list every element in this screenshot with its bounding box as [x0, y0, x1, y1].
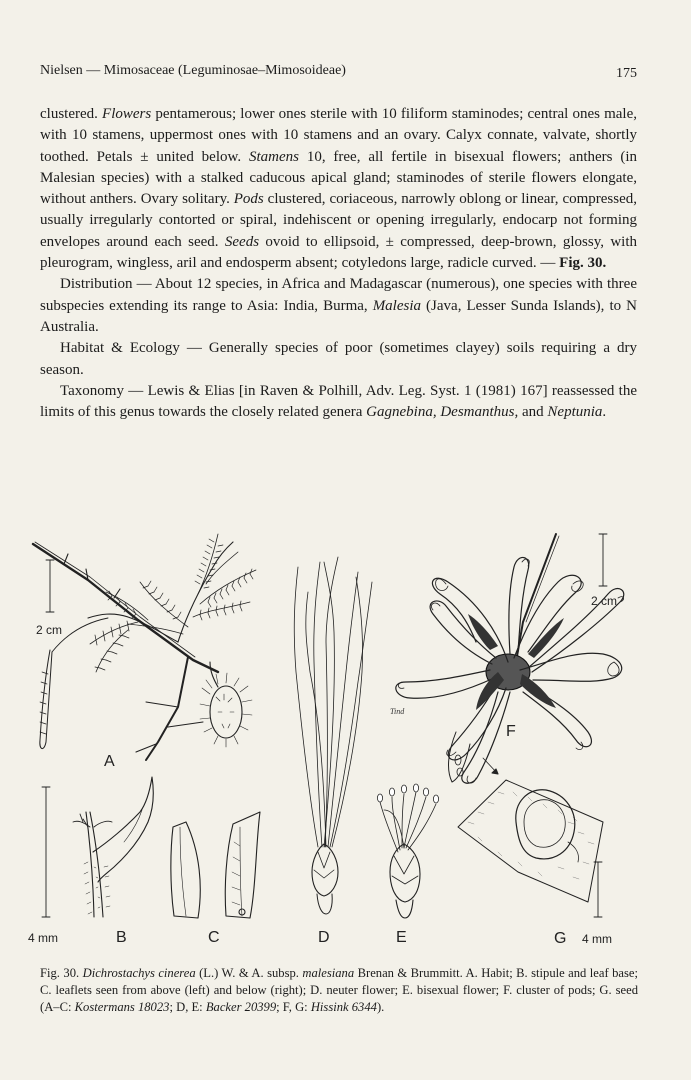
term-stamens: Stamens [248, 148, 299, 165]
taxonomy-paragraph [40, 381, 637, 424]
flower-head-bristles [200, 673, 252, 747]
genus-names: Gagnebina, Desmanthus, [366, 404, 519, 421]
illustrator-signature: Tind [390, 707, 405, 716]
caption-run: Fig. 30. [40, 966, 83, 980]
text-run: clustered, coriaceous, narrowly oblong or linear, compressed, usually irregularly contorted or spiral, indehiscent or opening irregularly, endocarp not forming envelopes around each seed. [40, 191, 638, 250]
label-b: B [116, 929, 127, 946]
leaflets-drawing [171, 812, 260, 946]
scale-label-f: 2 cm [591, 594, 618, 608]
caption-run: ; F, G: [276, 1000, 311, 1015]
habit-drawing [33, 534, 256, 770]
species-name: Dichrostachys cinerea [82, 966, 196, 980]
text-run: . [602, 404, 607, 421]
scale-label-b: 4 mm [28, 931, 58, 945]
text-run: clustered. [40, 106, 103, 122]
genus-name-neptunia: Neptunia [547, 404, 603, 421]
label-g: G [554, 930, 567, 947]
specimen-backer: Backer 20399 [205, 1000, 277, 1015]
label-a: A [104, 753, 115, 770]
botanical-illustration [28, 522, 642, 962]
text-run: (Java, Lesser Sunda Islands), to N Australia. [40, 297, 637, 335]
caption-text [40, 965, 638, 1017]
pod-cluster-drawing [390, 534, 624, 783]
subspecies-name: malesiana [302, 966, 355, 980]
text-run: Distribution — About 12 species, in Africa and Madagascar (numerous), one species with three subspecies extending its range to Asia: India, Burma, [40, 276, 637, 314]
text-run: and [518, 404, 548, 421]
caption-run: ). [376, 1000, 385, 1015]
text-run: 10, free, all fertile in bisexual flowers; anthers (in Malesian species) with a stalked caducous apical gland; staminodes of sterile flowers elongate, without anthers. Ovary solitary. [40, 148, 637, 208]
term-malesia: Malesia [372, 297, 422, 314]
label-d: D [318, 929, 330, 946]
label-e: E [396, 929, 407, 946]
term-seeds: Seeds [224, 233, 260, 250]
neuter-flower-drawing [294, 557, 372, 946]
caption-run: Brenan & Brummitt. A. Habit; B. stipule and leaf base; C. leaflets seen from above (left) and below (right); D. neuter flower; E. bisexual flower; F. cluster of pods; G. seed (A–C: [40, 966, 638, 1015]
figure-caption [40, 965, 638, 1017]
scale-label-a: 2 cm [36, 623, 63, 637]
specimen-kostermans: Kostermans 18023 [74, 1000, 170, 1015]
illustration-svg [28, 522, 642, 962]
stipule-drawing [28, 777, 153, 946]
seed-drawing [458, 780, 612, 947]
distribution-paragraph [40, 274, 637, 338]
stipule-hairs [84, 862, 110, 914]
label-f: F [506, 723, 516, 740]
page-number: 175 [616, 66, 637, 81]
scale-label-g: 4 mm [582, 932, 612, 946]
description-paragraph [40, 104, 637, 274]
term-pods: Pods [233, 191, 264, 208]
term-flowers: Flowers [102, 106, 152, 122]
text-run: pentamerous; lower ones sterile with 10 filiform staminodes; central ones male, with 10 stamens, uppermost ones with 10 stamens and an ovary. Calyx connate, valvate, shortly toothed. Petals ± united below. [40, 106, 637, 165]
caption-run: ; D, E: [169, 1000, 206, 1015]
running-head: Nielsen — Mimosaceae (Leguminosae–Mimosoideae) [40, 63, 346, 78]
caption-run: (L.) W. & A. subsp. [195, 966, 303, 980]
label-c: C [208, 929, 220, 946]
text-run: ovoid to ellipsoid, ± compressed, deep-brown, glossy, with pleurogram, wingless, aril and endosperm absent; cotyledons large, radicle curved. — [40, 233, 638, 272]
specimen-hissink: Hissink 6344 [310, 1000, 377, 1015]
text-run: Taxonomy — Lewis & Elias [in Raven & Polhill, Adv. Leg. Syst. 1 (1981) 167] reassessed the limits of this genus towards the closely related genera [40, 382, 637, 421]
running-header [40, 63, 637, 85]
bisexual-flower-drawing [377, 784, 438, 946]
genus-description [40, 104, 637, 423]
anthers [377, 784, 438, 803]
figure-reference: Fig. 30. [559, 255, 607, 272]
habitat-paragraph: Habitat & Ecology — Generally species of poor (sometimes clayey) soils requiring a dry season. [40, 340, 637, 378]
